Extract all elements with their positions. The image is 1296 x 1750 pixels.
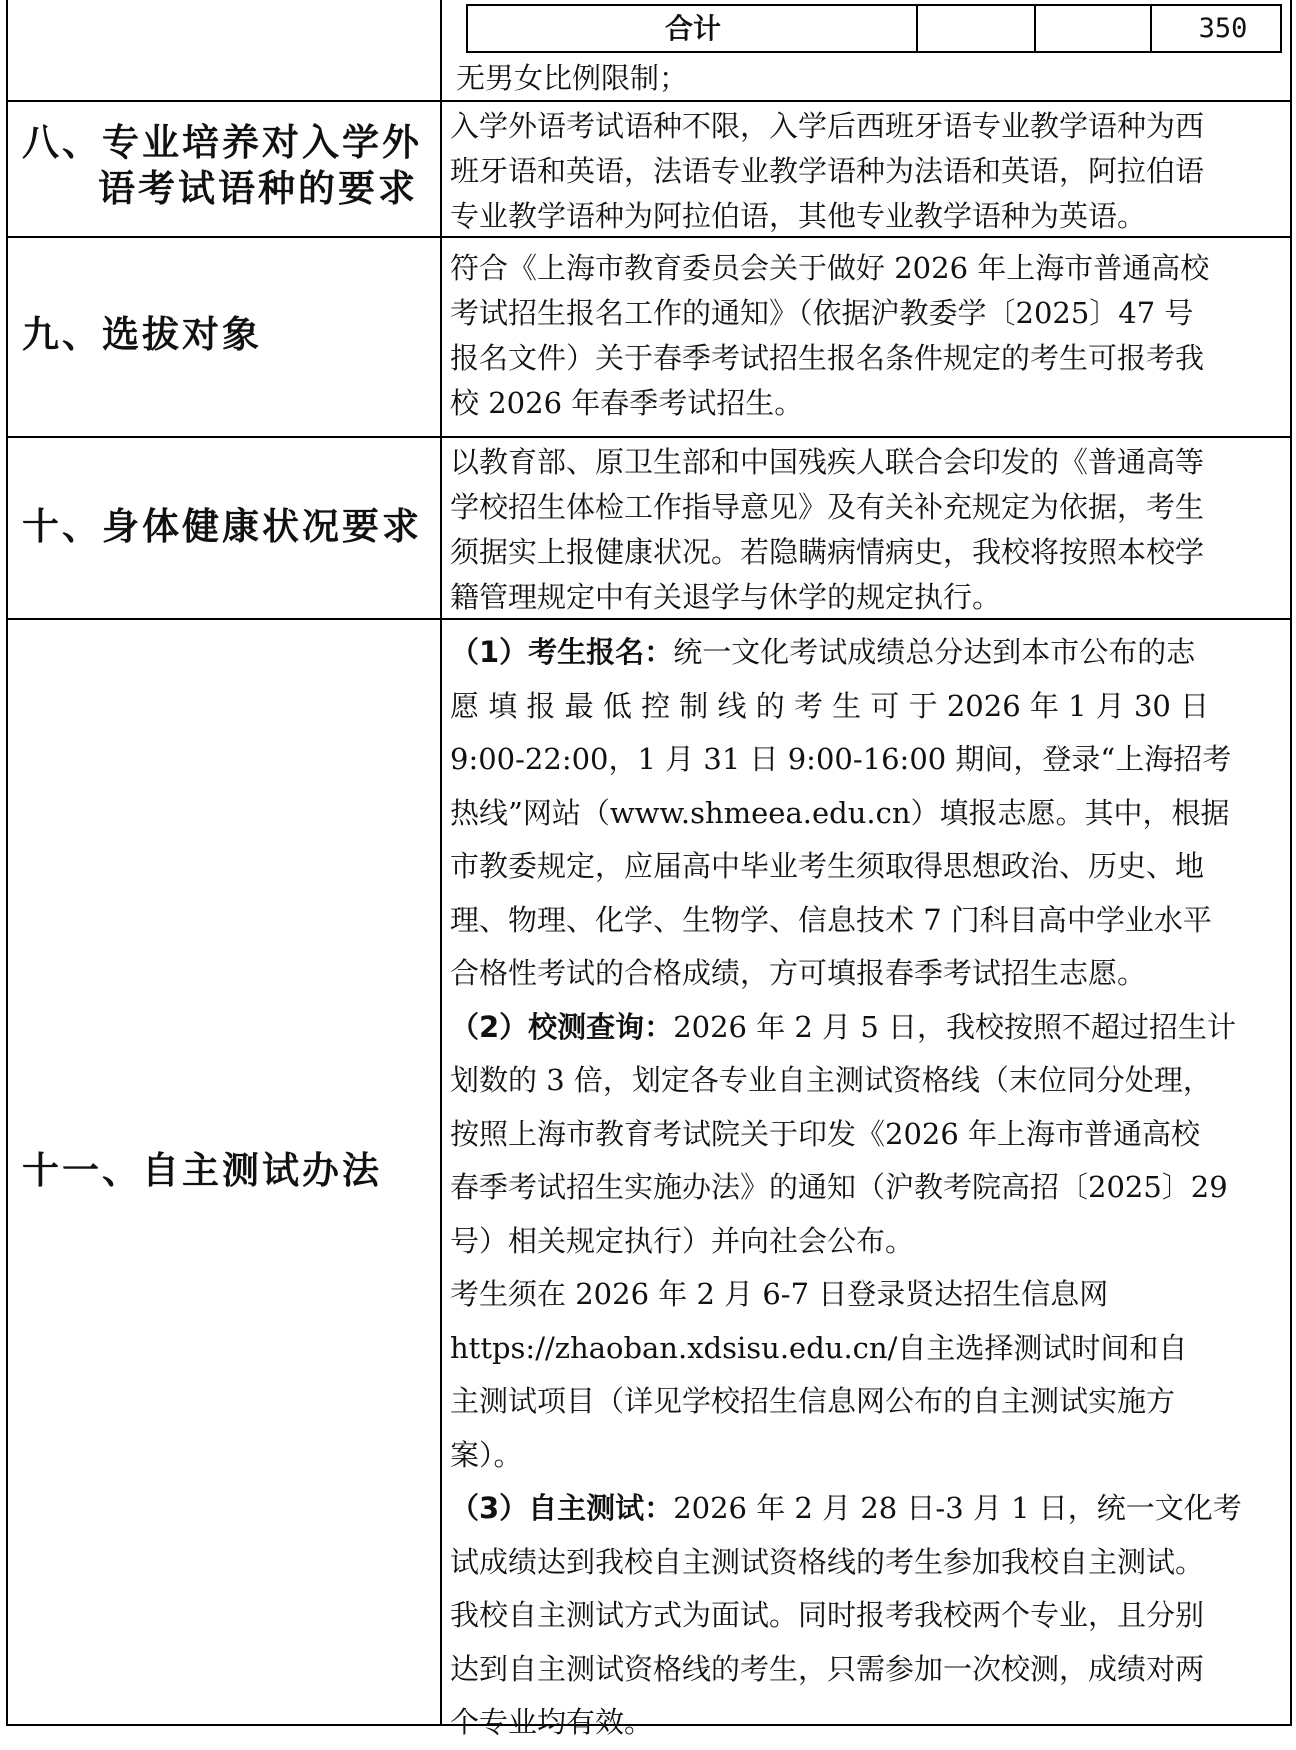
requirements-table [6, 0, 1292, 1739]
row-content: 以教育部、原卫生部和中国残疾人联合会印发的《普通高等 学校招生体检工作指导意见》及有关补充规定为依据，考生 须据实上报健康状况。若隐瞒病情病史，我校将按照本校学 籍管理规定中有关退学与休学的规定执行。 [450, 445, 1205, 614]
row-heading: 八、专业培养对入学外 语考试语种的要求 [22, 121, 422, 210]
paragraph-independent-test: （3）自主测试：2026 年 2 月 28 日-3 月 1 日，统一文化考 [450, 1491, 1242, 1525]
row-heading: 十一、自主测试办法 [22, 1149, 382, 1192]
total-value: 350 [1198, 13, 1248, 44]
row-heading: 十、身体健康状况要求 [22, 505, 422, 548]
totals-cell-divider [916, 6, 918, 51]
row-content: （1）考生报名：统一文化考试成绩总分达到本市公布的志 愿 填 报 最 低 控 制 线 的 考 生 可 于 2026 年 1 月 30 日 9:00-22:00，1 月 31 日 9:00-16:00 期间，登录“上海招考 热线”网站（www.shmeea.edu.cn）填报志愿。其中，根据 市教委规定，应届高中毕业考生须取得思想政治、历史、地 理、物理、化学、生物学、信息技术 7 门科目高中学业水平 合格性考试的合格成绩，方可填报春季考试招生志愿。 （2）校测查询：2026 年 2 月 5 日，我校按照不超过招生计 划数的 3 倍，划定各专业自主测试资格线（末位同分处理， 按照上海市教育考试院关于印发《2026 年上海市普通高校 春季考试招生实施办法》的通知（沪教考院高招〔2025〕29 号）相关规定执行）并向社会公布。 考生须在 2026 年 2 月 6-7 日登录贤达招生信息网 https://zhaoban.xdsisu.edu.cn/自主选择测试时间和自 主测试项目（详见学校招生信息网公布的自主测试实施方 案）。 （3）自主测试：2026 年 2 月 28 日-3 月 1 日，统一文化考 试成绩达到我校自主测试资格线的考生参加我校自主测试。 我校自主测试方式为面试。同时报考我校两个专业，且分别 达到自主测试资格线的考生，只需参加一次校测，成绩对两 个专业均有效。 [450, 626, 1280, 1750]
row-health [8, 436, 1290, 620]
paragraph-registration: （1）考生报名：统一文化考试成绩总分达到本市公布的志 [450, 635, 1196, 669]
row-foreign-language [8, 100, 1290, 238]
totals-cell-divider [1034, 6, 1036, 51]
row-content: 入学外语考试语种不限，入学后西班牙语专业教学语种为西 班牙语和英语，法语专业教学语种为法语和英语，阿拉伯语 专业教学语种为阿拉伯语，其他专业教学语种为英语。 [450, 109, 1205, 233]
totals-table [466, 4, 1282, 53]
total-label: 合计 [664, 12, 721, 45]
paragraph-test-query: （2）校测查询：2026 年 2 月 5 日，我校按照不超过招生计 [450, 1009, 1236, 1044]
row-heading: 九、选拔对象 [22, 313, 262, 356]
totals-cell-divider [1150, 6, 1152, 51]
gender-ratio-note: 无男女比例限制； [456, 61, 689, 95]
row-independent-test [8, 618, 1290, 1739]
row-content: 符合《上海市教育委员会关于做好 2026 年上海市普通高校 考试招生报名工作的通知》（依据沪教委学〔2025〕47 号 报名文件）关于春季考试招生报名条件规定的考生可报考我 校 2026 年春季考试招生。 [450, 251, 1210, 420]
row-selection-target [8, 236, 1290, 438]
